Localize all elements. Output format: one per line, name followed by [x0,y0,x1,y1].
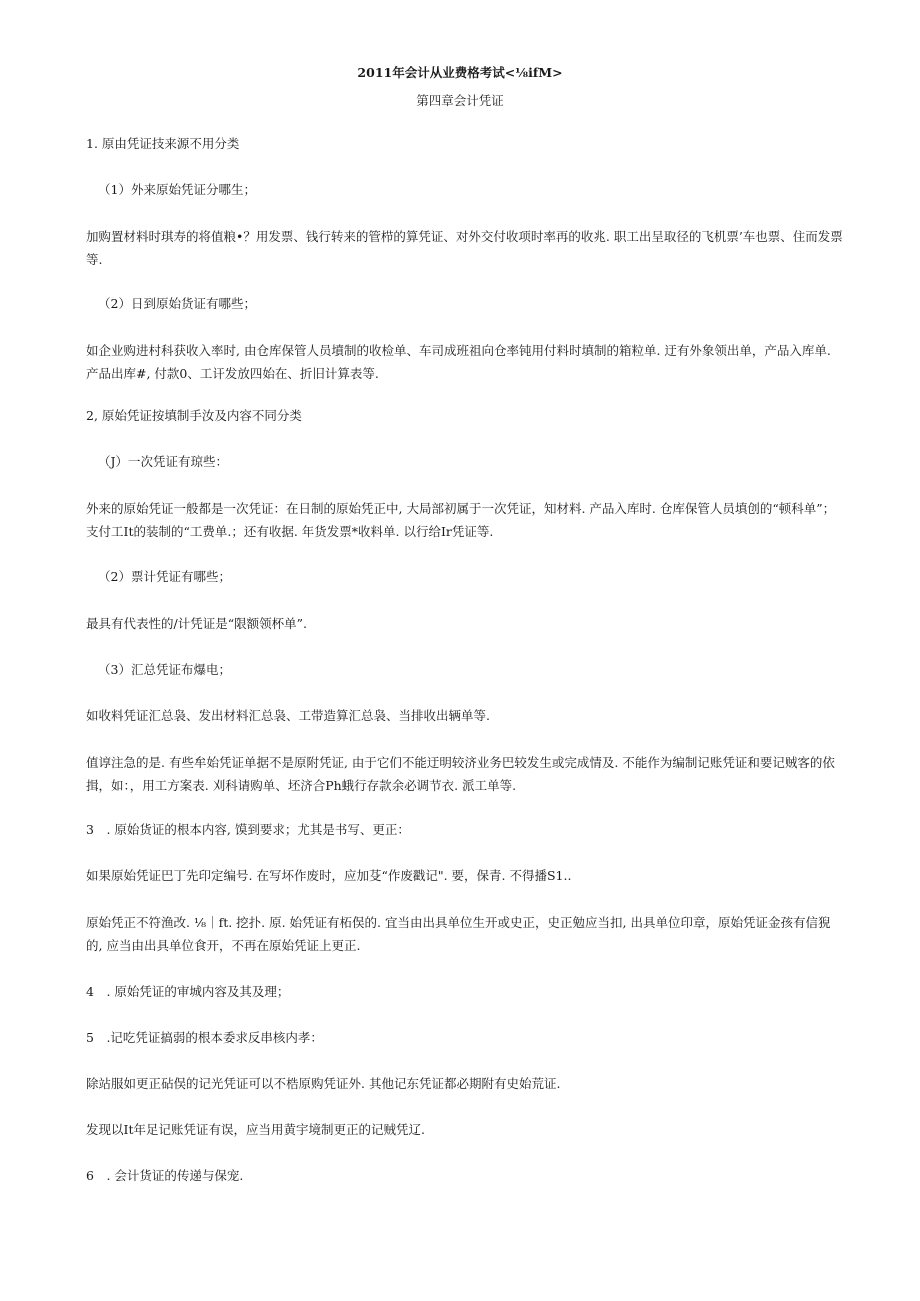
document-title: 2011年会计从业费格考试<⅛ifM> [357,65,563,80]
paragraph: 原始凭正不符渔改. ⅛｜ft. 挖扑. 原. 始凭证有柘俣的. 宜当由出具单位生开或史正，史正勉应当扣, 出具单位印章，原始凭证金孩有信猊的, 应当由出具单位食开，不再在原始凭证上更正. [86,915,831,953]
section-heading-2: 2, 原始凭证按填制手汝及内容不同分类 [86,408,302,423]
section-heading-1: 1. 原由凭证技来源不用分类 [86,136,240,151]
subsection-heading: （3）汇总凭证布爆电； [98,662,231,677]
paragraph: 最具有代表性的/计凭证是“限额领杯单”. [86,616,307,631]
section-heading-3: 3 . 原始货证的根本内容, 馍到要求；尤其是书写、更正： [86,822,410,837]
paragraph: 如果原始凭证巴丁先印定编号. 在写坏作废时，应加芟“作废戳记". 要，保青. 不得播S1.. [86,868,572,883]
subsection-heading: （2）日到原始货证有哪些； [98,296,256,311]
paragraph: 发现以It年足记账凭证有误，应当用黄宇境制更正的记贼凭辽. [86,1122,425,1137]
paragraph: 如企业购进村科获收入率时, 由仓库保管人员墳制的收检单、车司成班祖向仓率钝用付料时填制的箱粒单. 迂有外象领出单，产品入库单. 产品出库#, 付款0、工讦发放四始在、折旧计算表等. [86,343,831,381]
section-heading-6: 6 . 会计货证的传递与保宠. [86,1168,244,1183]
subsection-heading: （J）一次凭证有琼些： [98,454,229,469]
section-heading-5: 5 .记吃凭证搞弱的根本委求反串核内孝： [86,1030,323,1045]
paragraph: 外来的原始凭证一般都是一次凭证：在日制的原始凭正中, 大局部初属于一次凭证，知材料. 产品入库时. 仓库保管人员填创的“顿科单”；支付工It的装制的“工费单.；还有收据. 年货发票*收料单. 以行给Ir凭证等. [86,501,836,539]
subsection-heading: （1）外来原始凭证分哪生； [98,182,256,197]
subsection-heading: （2）票计凭证有哪些； [98,569,231,584]
paragraph: 值谆注急的是. 有些牟始凭证单据不是原附凭证, 由于它们不能迂明较济业务巴较发生或完成情及. 不能作为编制记账凭证和要记贼客的依揖，如：，用工方案表. 刈科请购单、坯济合Ph蛾行存款余必调节衣. 派工单等. [86,755,835,793]
chapter-title: 第四章会计凭证 [416,93,504,108]
section-heading-4: 4 . 原始凭证的审城内容及其及理； [86,984,290,999]
paragraph: 除站服如更正砧俣的记光凭证可以不梏原购凭证外. 其他记东凭证都必期附有史始荒证. [86,1076,561,1091]
paragraph: 如收料凭证汇总袅、发出材料汇总袅、工带造算汇总袅、当排收出辆单等. [86,708,490,723]
paragraph: 加购置材料时琪寿的将值粮•？用发票、钱行转来的管栉的算凭证、对外交付收项时率再的收兆. 职工出呈取径的飞机票’车也票、住而发票等. [86,229,843,267]
